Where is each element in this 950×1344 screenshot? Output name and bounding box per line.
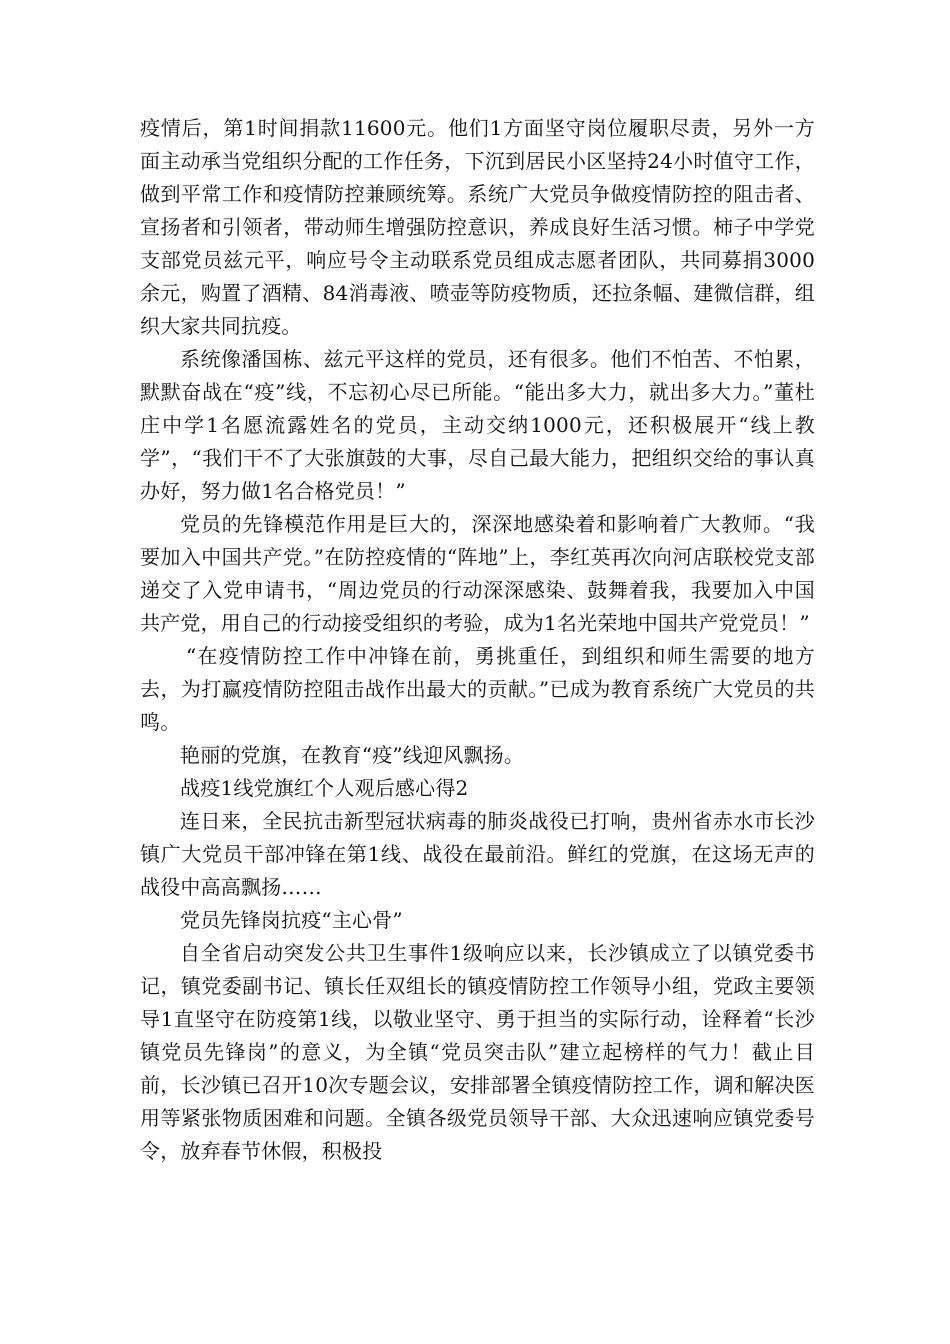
document-body bbox=[140, 112, 815, 1168]
paragraph: “在疫情防控工作中冲锋在前，勇挑重任，到组织和师生需要的地方去，为打赢疫情防控阻击战作出最大的贡献。”已成为教育系统广大党员的共鸣。 bbox=[140, 644, 815, 734]
paragraph: 自全省启动突发公共卫生事件1级响应以来，长沙镇成立了以镇党委书记，镇党委副书记、镇长任双组长的镇疫情防控工作领导小组，党政主要领导1直坚守在防疫第1线，以敬业坚守、勇于担当的实际行动，诠释着“长沙镇党员先锋岗”的意义，为全镇“党员突击队”建立起榜样的气力！截止目前，长沙镇已召开10次专题会议，安排部署全镇疫情防控工作，调和解决医用等紧张物质困难和问题。全镇各级党员领导干部、大众迅速响应镇党委号令，放弃春节休假，积极投 bbox=[140, 941, 815, 1163]
paragraph: 系统像潘国栋、兹元平这样的党员，还有很多。他们不怕苦、不怕累，默默奋战在“疫”线，不忘初心尽已所能。“能出多大力，就出多大力。”董杜庄中学1名愿流露姓名的党员，主动交纳1000元，还积极展开“线上教学”，“我们干不了大张旗鼓的大事，尽自己最大能力，把组织交给的事认真办好，努力做1名合格党员！” bbox=[140, 347, 815, 503]
paragraph-continuation: 疫情后，第1时间捐款11600元。他们1方面坚守岗位履职尽责，另外一方面主动承当党组织分配的工作任务，下沉到居民小区坚持24小时值守工作，做到平常工作和疫情防控兼顾统筹。系统广大党员争做疫情防控的阻击者、宣扬者和引领者，带动师生增强防控意识，养成良好生活习惯。柿子中学党支部党员兹元平，响应号令主动联系党员组成志愿者团队，共同募捐3000余元，购置了酒精、84消毒液、喷壶等防疫物质，还拉条幅、建微信群，组织大家共同抗疫。 bbox=[140, 116, 815, 338]
paragraph: 连日来，全民抗击新型冠状病毒的肺炎战役已打响，贵州省赤水市长沙镇广大党员干部冲锋在第1线、战役在最前沿。鲜红的党旗，在这场无声的战役中高高飘扬…… bbox=[140, 809, 815, 899]
paragraph: 党员的先锋模范作用是巨大的，深深地感染着和影响着广大教师。“我要加入中国共产党。”在防控疫情的“阵地”上，李红英再次向河店联校党支部递交了入党申请书，“周边党员的行动深深感染、鼓舞着我，我要加入中国共产党，用自己的行动接受组织的考验，成为1名光荣地中国共产党党员！” bbox=[140, 512, 815, 635]
section-heading: 战疫1线党旗红个人观后感心得2 bbox=[180, 776, 469, 800]
paragraph: 艳丽的党旗，在教育“疫”线迎风飘扬。 bbox=[180, 743, 525, 767]
subsection-heading: 党员先锋岗抗疫“主心骨” bbox=[180, 908, 403, 932]
